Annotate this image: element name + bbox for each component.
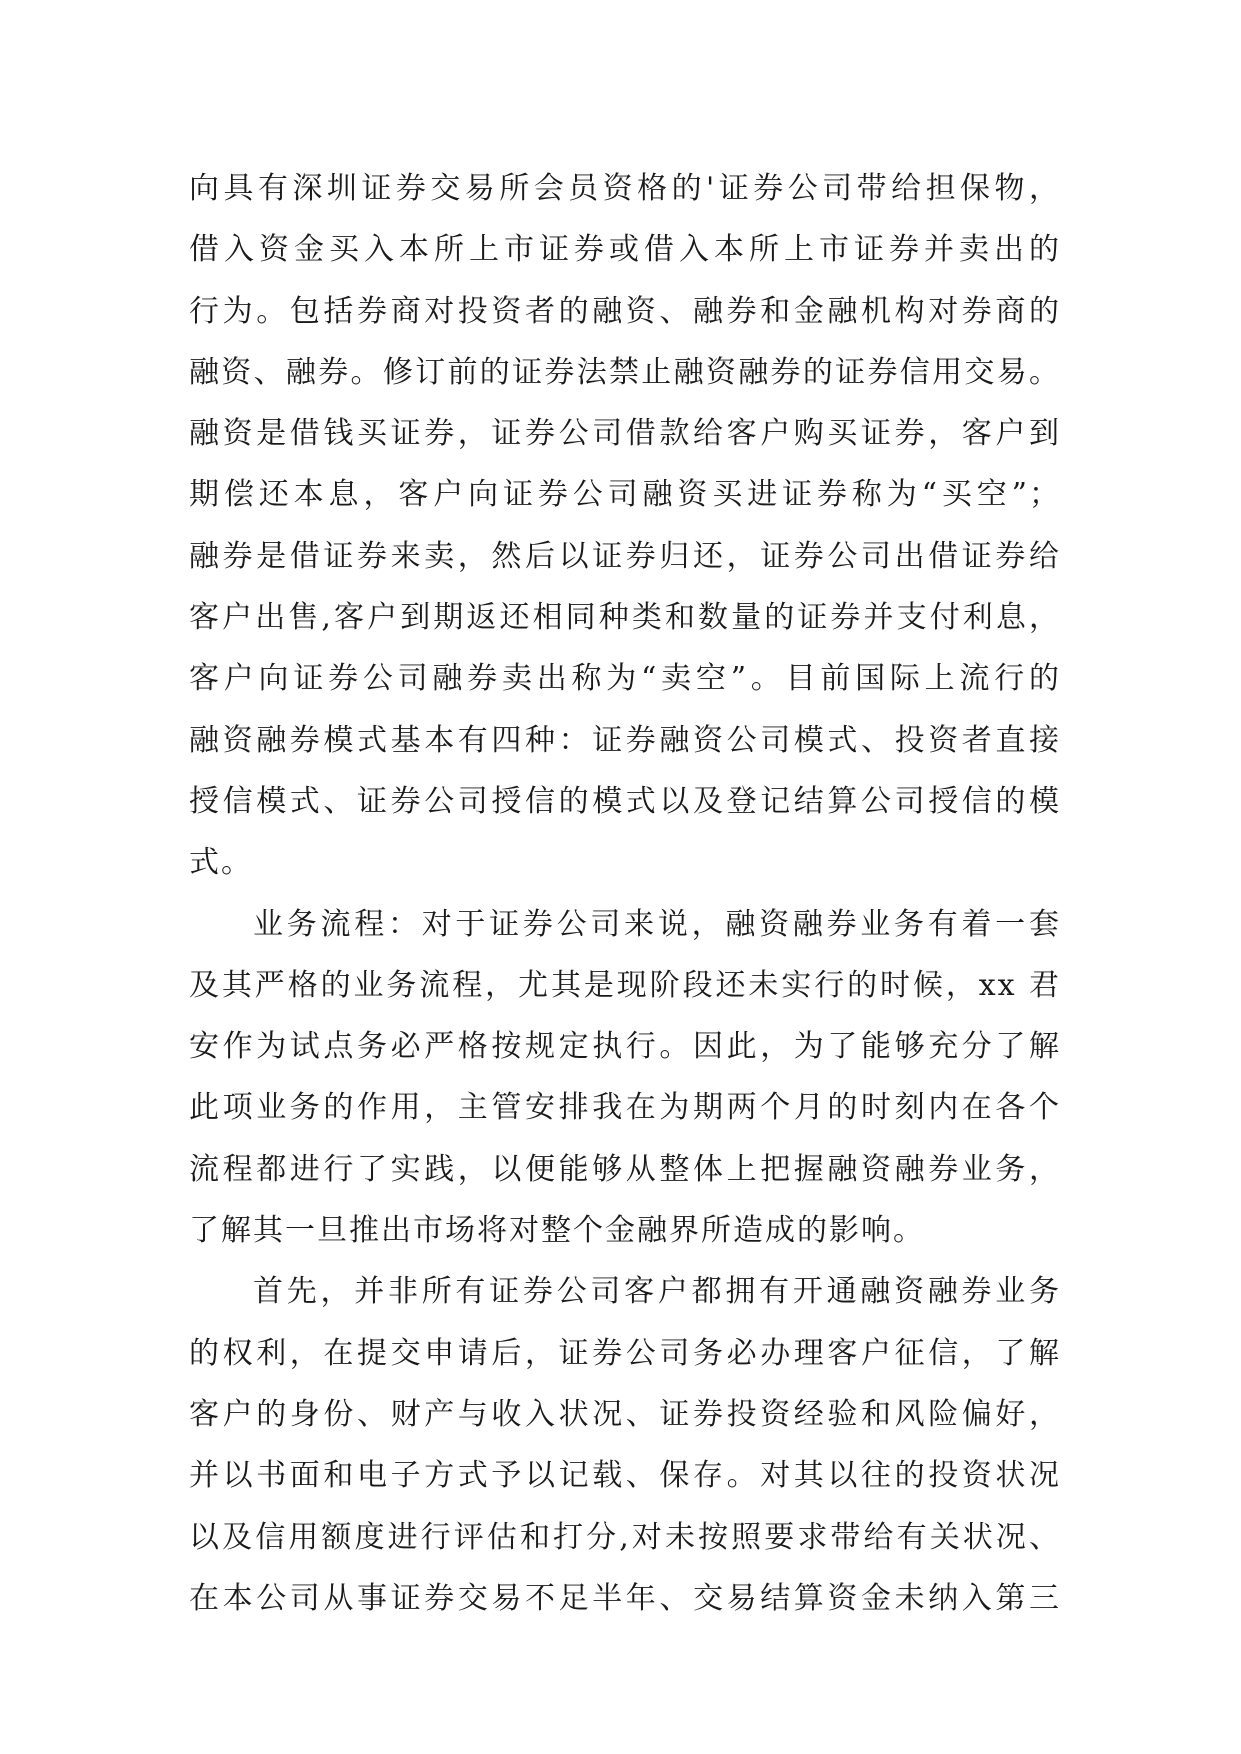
text-line: 此项业务的作用，主管安排我在为期两个月的时刻内在各个 xyxy=(189,1090,1061,1126)
text-line: 及其严格的业务流程，尤其是现阶段还未实行的时候，xx 君 xyxy=(189,967,1061,1003)
text-line: 融券是借证券来卖，然后以证券归还，证券公司出借证券给 xyxy=(189,538,1061,574)
text-line: 以及信用额度进行评估和打分,对未按照要求带给有关状况、 xyxy=(189,1519,1061,1555)
text-line: 融资是借钱买证券，证券公司借款给客户购买证券，客户到 xyxy=(189,416,1061,452)
text-line: 行为。包括券商对投资者的融资、融券和金融机构对券商的 xyxy=(189,293,1061,329)
text-line: 首先，并非所有证券公司客户都拥有开通融资融券业务 xyxy=(253,1274,1061,1310)
text-line: 期偿还本息，客户向证券公司融资买进证券称为“买空”； xyxy=(189,477,1061,513)
text-line: 业务流程：对于证券公司来说，融资融券业务有着一套 xyxy=(253,906,1061,942)
document-body xyxy=(189,158,1061,1629)
text-line: 客户向证券公司融券卖出称为“卖空”。目前国际上流行的 xyxy=(189,661,1061,697)
text-line: 并以书面和电子方式予以记载、保存。对其以往的投资状况 xyxy=(189,1458,1061,1494)
text-line: 向具有深圳证券交易所会员资格的'证券公司带给担保物， xyxy=(189,171,1061,206)
text-line: 式。 xyxy=(189,845,253,881)
text-line: 融资融券模式基本有四种：证券融资公司模式、投资者直接 xyxy=(189,722,1061,758)
text-line: 安作为试点务必严格按规定执行。因此，为了能够充分了解 xyxy=(189,1029,1061,1065)
text-line: 的权利，在提交申请后，证券公司务必办理客户征信，了解 xyxy=(189,1335,1061,1371)
text-line: 授信模式、证券公司授信的模式以及登记结算公司授信的模 xyxy=(189,783,1061,819)
text-line: 借入资金买入本所上市证券或借入本所上市证券并卖出的 xyxy=(189,232,1061,268)
text-line: 流程都进行了实践，以便能够从整体上把握融资融券业务， xyxy=(189,1151,1061,1187)
text-line: 了解其一旦推出市场将对整个金融界所造成的影响。 xyxy=(189,1213,925,1249)
text-line: 在本公司从事证券交易不足半年、交易结算资金未纳入第三 xyxy=(189,1580,1061,1616)
text-line: 客户的身份、财产与收入状况、证券投资经验和风险偏好， xyxy=(189,1396,1061,1432)
text-line: 客户出售,客户到期返还相同种类和数量的证券并支付利息， xyxy=(189,600,1061,636)
text-line: 融资、融券。修订前的证券法禁止融资融券的证券信用交易。 xyxy=(189,354,1061,390)
